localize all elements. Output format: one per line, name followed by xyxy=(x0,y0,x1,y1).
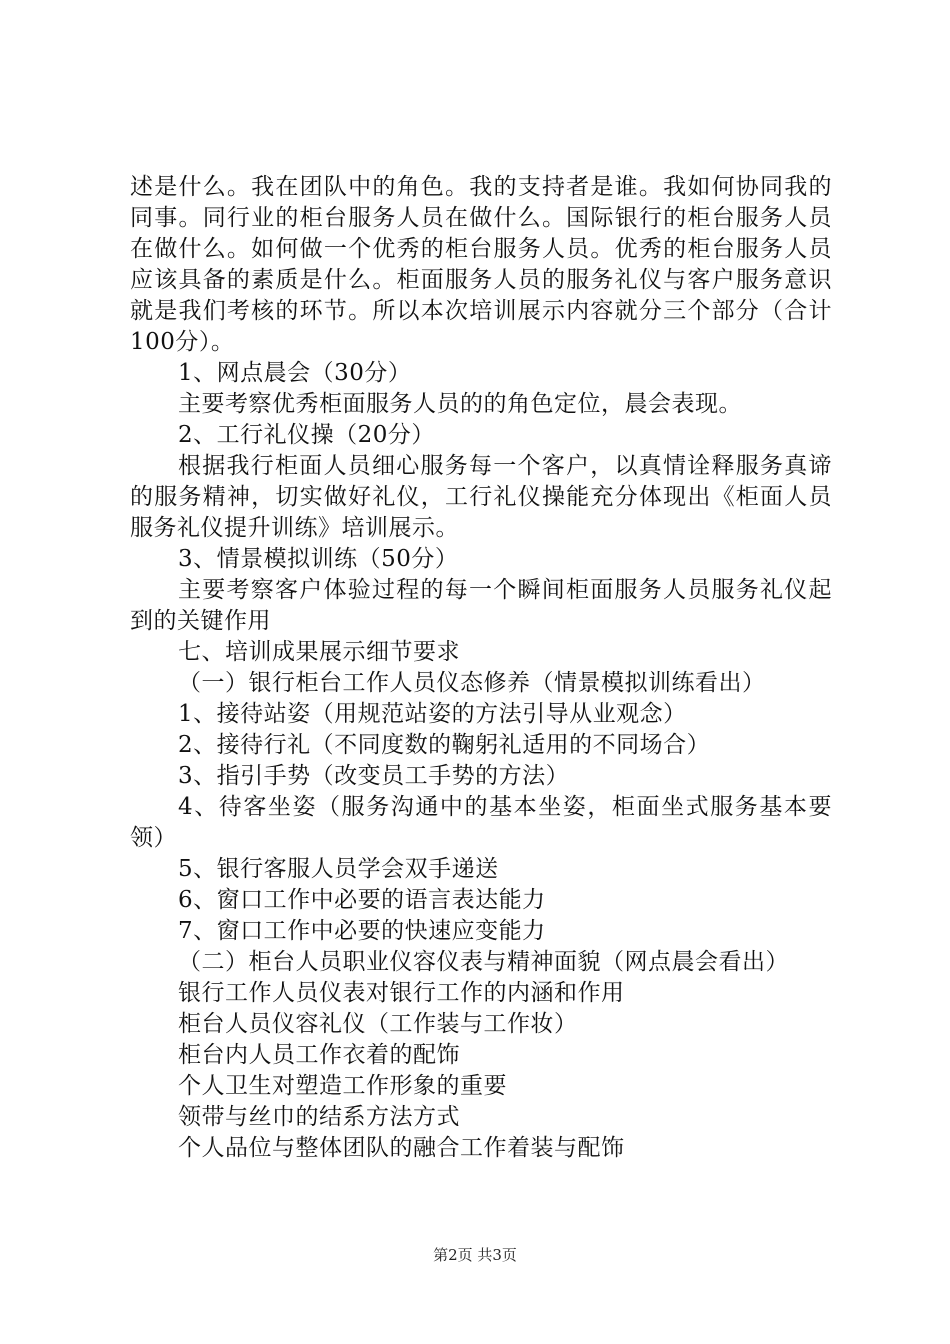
part1-description: 主要考察优秀柜面服务人员的的角色定位，晨会表现。 xyxy=(178,391,742,417)
subsection1-item: 3、指引手势（改变员工手势的方法） xyxy=(178,763,570,789)
part2-title: 2、工行礼仪操（20分） xyxy=(178,422,435,448)
part2-description: 根据我行柜面人员细心服务每一个客户，以真情诠释服务真谛的服务精神，切实做好礼仪，工行礼仪操能充分体现出《柜面人员服务礼仪提升训练》培训展示。 xyxy=(130,453,832,541)
part3-description: 主要考察客户体验过程的每一个瞬间柜面服务人员服务礼仪起到的关键作用 xyxy=(130,577,832,634)
subsection1-item: 7、窗口工作中必要的快速应变能力 xyxy=(178,918,546,944)
subsection2-item: 柜台人员仪容礼仪（工作装与工作妆） xyxy=(178,1011,578,1037)
subsection2-title: （二）柜台人员职业仪容仪表与精神面貌（网点晨会看出） xyxy=(178,949,789,975)
document-body xyxy=(130,172,832,1164)
subsection1-item: 6、窗口工作中必要的语言表达能力 xyxy=(178,887,546,913)
subsection1-title: （一）银行柜台工作人员仪态修养（情景模拟训练看出） xyxy=(178,670,766,696)
subsection2-item: 领带与丝巾的结系方法方式 xyxy=(178,1104,460,1130)
section7-title: 七、培训成果展示细节要求 xyxy=(178,639,460,665)
subsection2-item: 柜台内人员工作衣着的配饰 xyxy=(178,1042,460,1068)
subsection1-item: 4、待客坐姿（服务沟通中的基本坐姿，柜面坐式服务基本要领） xyxy=(130,794,832,851)
subsection1-item: 1、接待站姿（用规范站姿的方法引导从业观念） xyxy=(178,701,687,727)
page-number-footer: 第2页 共3页 xyxy=(433,1246,517,1264)
subsection1-item: 2、接待行礼（不同度数的鞠躬礼适用的不同场合） xyxy=(178,732,711,758)
subsection2-item: 个人品位与整体团队的融合工作着装与配饰 xyxy=(178,1135,625,1161)
subsection1-item: 5、银行客服人员学会双手递送 xyxy=(178,856,499,882)
subsection2-item: 银行工作人员仪表对银行工作的内涵和作用 xyxy=(178,980,625,1006)
part3-title: 3、情景模拟训练（50分） xyxy=(178,546,459,572)
intro-paragraph: 述是什么。我在团队中的角色。我的支持者是谁。我如何协同我的同事。同行业的柜台服务人员在做什么。国际银行的柜台服务人员在做什么。如何做一个优秀的柜台服务人员。优秀的柜台服务人员应该具备的素质是什么。柜面服务人员的服务礼仪与客户服务意识就是我们考核的环节。所以本次培训展示内容就分三个部分（合计100分）。 xyxy=(130,174,832,355)
part1-title: 1、网点晨会（30分） xyxy=(178,360,412,386)
subsection2-item: 个人卫生对塑造工作形象的重要 xyxy=(178,1073,507,1099)
